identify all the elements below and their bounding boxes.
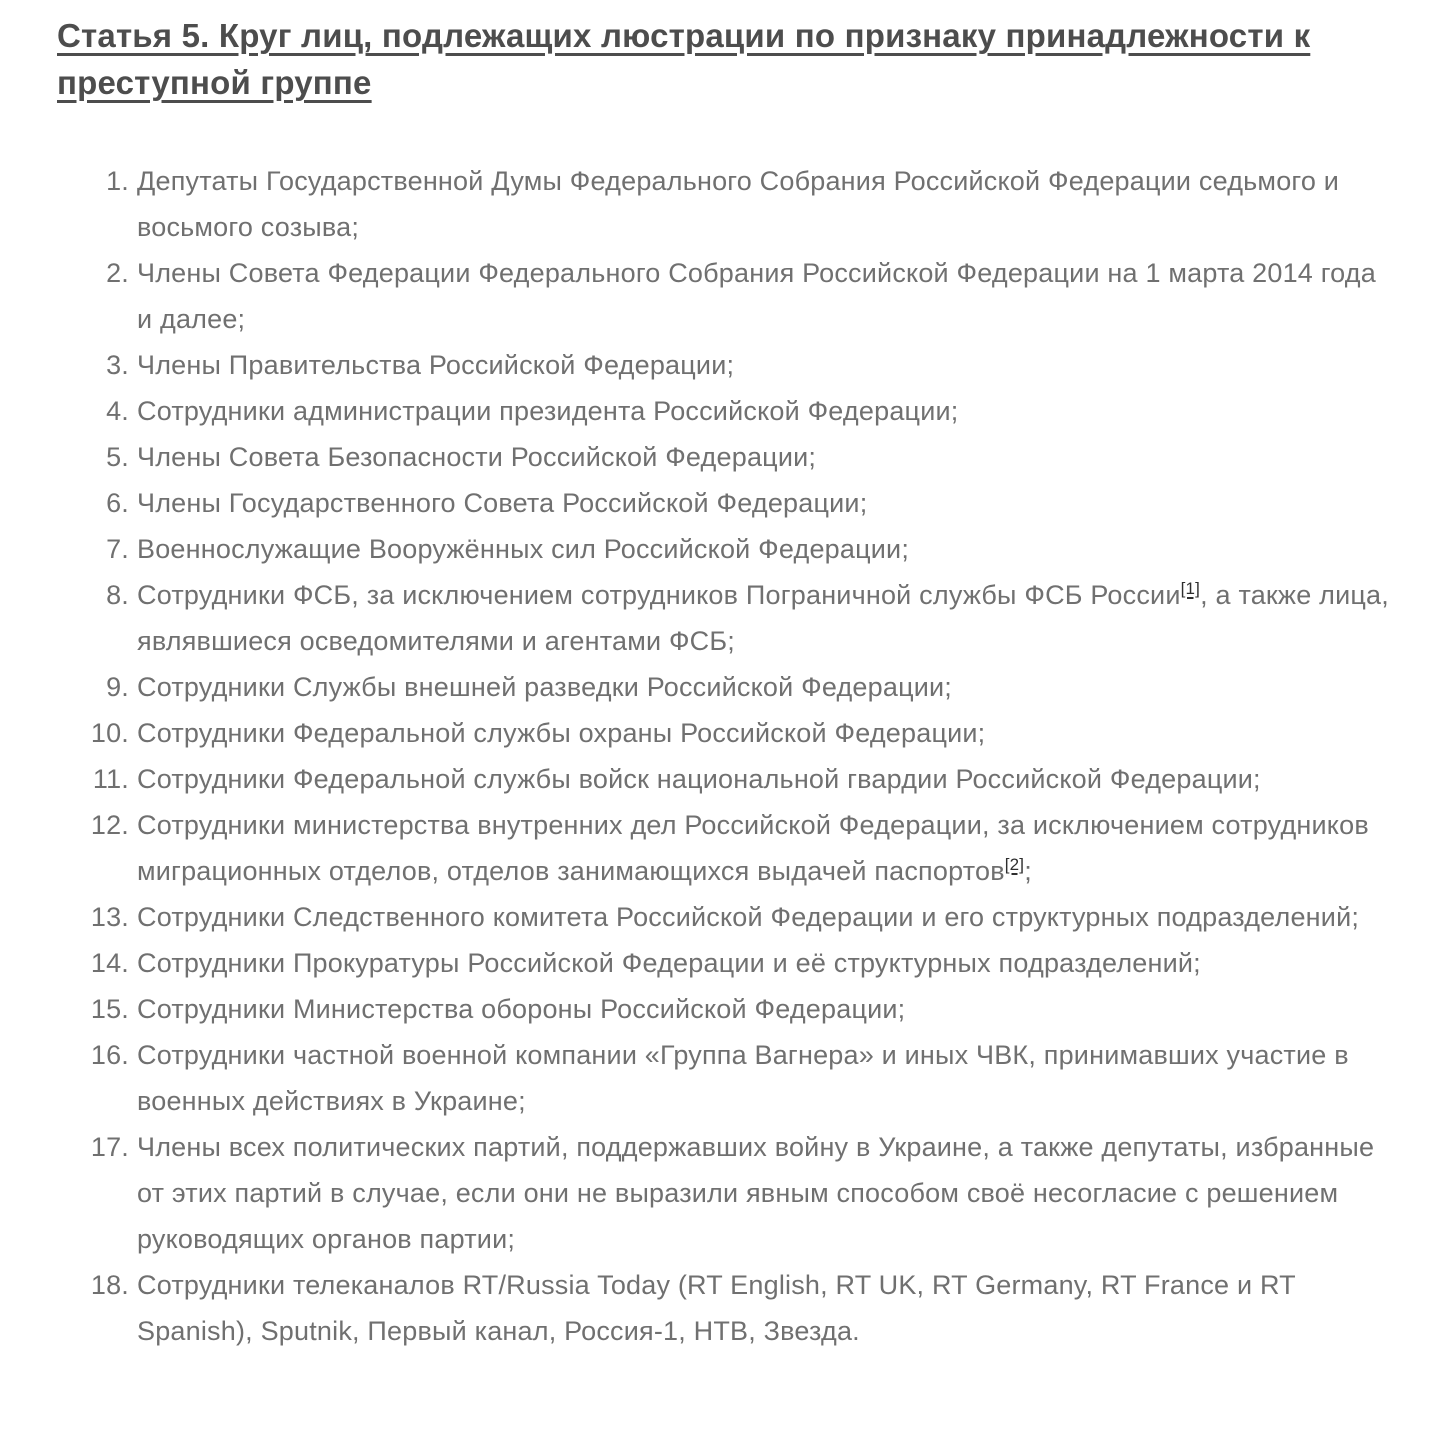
article-title: Статья 5. Круг лиц, подлежащих люстрации по признаку принадлежности к преступной группе [57, 17, 1311, 101]
list-item-text: Члены Государственного Совета Российской Федерации; [137, 488, 868, 518]
list-item-14 [57, 940, 1393, 986]
list-item-number: 10. [90, 718, 129, 748]
list-item-number: 16. [90, 1040, 129, 1070]
list-item-text: Сотрудники Службы внешней разведки Российской Федерации; [137, 672, 953, 702]
list-item-text: Военнослужащие Вооружённых сил Российской Федерации; [137, 534, 910, 564]
list-item-number: 4. [106, 396, 129, 426]
list-item-number: 6. [106, 488, 129, 518]
footnote-link-1[interactable]: [1] [1180, 579, 1201, 598]
list-item-number: 11. [92, 764, 129, 794]
list-item-number: 14. [90, 948, 129, 978]
list-item-number: 18. [90, 1270, 129, 1300]
list-item-4 [57, 388, 1393, 434]
list-item-text: Сотрудники Министерства обороны Российской Федерации; [137, 994, 906, 1024]
list-item-5 [57, 434, 1393, 480]
list-item-16 [57, 1032, 1393, 1124]
list-item-text-after: ; [1024, 856, 1032, 886]
list-item-1 [57, 158, 1393, 250]
list-item-text-before: Сотрудники министерства внутренних дел Российской Федерации, за исключением сотрудников миграционных отделов, отделов занимающихся выдачей паспортов [137, 810, 1369, 886]
list-item-text: Сотрудники телеканалов RT/Russia Today (RT English, RT UK, RT Germany, RT France и RT Spanish), Sputnik, Первый канал, Россия-1, НТВ, Звезда. [137, 1270, 1296, 1346]
list-item-text: Сотрудники Федеральной службы охраны Российской Федерации; [137, 718, 986, 748]
list-item-text: Сотрудники Следственного комитета Российской Федерации и его структурных подразделений; [137, 902, 1360, 932]
list-item-number: 7. [106, 534, 129, 564]
list-item-text: Члены Совета Федерации Федерального Собрания Российской Федерации на 1 марта 2014 года и далее; [137, 258, 1376, 334]
list-item-text-after: , а также лица, являвшиеся осведомителями и агентами ФСБ; [137, 580, 1389, 656]
list-item-11 [57, 756, 1393, 802]
list-item-text: Депутаты Государственной Думы Федерального Собрания Российской Федерации седьмого и восьмого созыва; [137, 166, 1340, 242]
list-item-number: 3. [106, 350, 129, 380]
list-item-text: Сотрудники частной военной компании «Группа Вагнера» и иных ЧВК, принимавших участие в военных действиях в Украине; [137, 1040, 1349, 1116]
list-item-3 [57, 342, 1393, 388]
list-item-text-before: Сотрудники ФСБ, за исключением сотрудников Пограничной службы ФСБ России [137, 580, 1181, 610]
list-item-text: Сотрудники Прокуратуры Российской Федерации и её структурных подразделений; [137, 948, 1201, 978]
list-item-number: 1. [106, 166, 129, 196]
list-item-number: 5. [106, 442, 129, 472]
list-item-12 [57, 802, 1393, 894]
list-item-text: Члены Совета Безопасности Российской Федерации; [137, 442, 817, 472]
list-item-number: 15. [90, 994, 129, 1024]
list-item-text [137, 572, 1393, 664]
list-item-number: 8. [106, 580, 129, 610]
list-item-text [137, 802, 1393, 894]
list-item-7 [57, 526, 1393, 572]
list-item-number: 9. [106, 672, 129, 702]
list-item-text: Сотрудники администрации президента Российской Федерации; [137, 396, 959, 426]
list-item-18 [57, 1262, 1393, 1354]
list-item-text: Члены Правительства Российской Федерации; [137, 350, 735, 380]
list-item-text: Члены всех политических партий, поддержавших войну в Украине, а также депутаты, избранные от этих партий в случае, если они не выразили явным способом своё несогласие с решением руководящих органов партии; [137, 1132, 1375, 1254]
list-item-10 [57, 710, 1393, 756]
footnote-link-2[interactable]: [2] [1004, 855, 1025, 874]
list-item-number: 2. [106, 258, 129, 288]
list-item-8 [57, 572, 1393, 664]
list-item-6 [57, 480, 1393, 526]
list-item-17 [57, 1124, 1393, 1262]
list-item-13 [57, 894, 1393, 940]
list-item-9 [57, 664, 1393, 710]
list-item-number: 13. [90, 902, 129, 932]
list-item-text: Сотрудники Федеральной службы войск национальной гвардии Российской Федерации; [137, 764, 1261, 794]
list-item-15 [57, 986, 1393, 1032]
list-item-number: 17. [90, 1132, 129, 1162]
list-item-number: 12. [90, 810, 129, 840]
list-item-2 [57, 250, 1393, 342]
lustration-list [57, 158, 1393, 1354]
